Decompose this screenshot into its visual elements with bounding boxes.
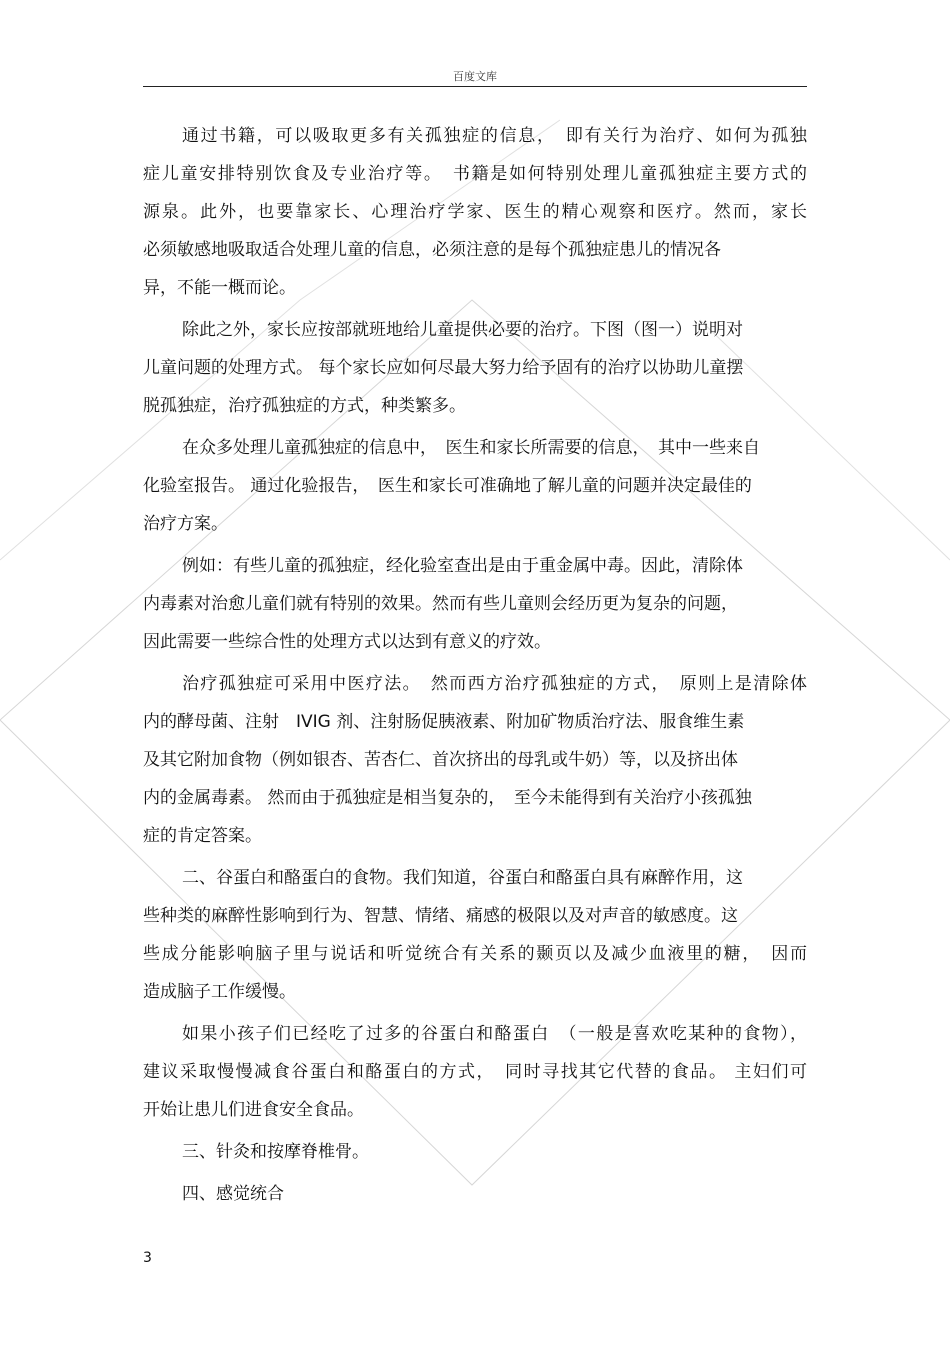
paragraph-diet-advice [143, 1018, 807, 1132]
text-line: 在众多处理儿童孤独症的信息中， 医生和家长所需要的信息， 其中一些来自 [182, 438, 760, 458]
text-line: 脱孤独症，治疗孤独症的方式，种类繁多。 [143, 396, 466, 416]
header-rule [143, 86, 807, 87]
text-line: 治疗孤独症可采用中医疗法。 然而西方治疗孤独症的方式， 原则上是清除体 [182, 674, 807, 694]
text-line: 因此需要一些综合性的处理方式以达到有意义的疗效。 [143, 632, 551, 652]
text-line: 开始让患儿们进食安全食品。 [143, 1100, 364, 1120]
text-line: 异，不能一概而论。 [143, 278, 296, 298]
text-line: 化验室报告。 通过化验报告， 医生和家长可准确地了解儿童的问题并决定最佳的 [143, 476, 752, 496]
text-line: 内的酵母菌、注射 IVIG 剂、注射肠促胰液素、附加矿物质治疗法、服食维生素 [143, 712, 745, 732]
text-line: 通过书籍，可以吸取更多有关孤独症的信息， 即有关行为治疗、如何为孤独 [182, 126, 807, 146]
paragraph-lab-reports [143, 432, 807, 546]
text-line: 及其它附加食物（例如银杏、苦杏仁、首次挤出的母乳或牛奶）等，以及挤出体 [143, 750, 738, 770]
text-line: 三、针灸和按摩脊椎骨。 [182, 1142, 369, 1162]
text-line: 症儿童安排特别饮食及专业治疗等。 书籍是如何特别处理儿童孤独症主要方式的 [143, 164, 807, 184]
text-line: 源泉。此外，也要靠家长、心理治疗学家、医生的精心观察和医疗。然而，家长 [143, 202, 807, 222]
text-line: 建议采取慢慢减食谷蛋白和酪蛋白的方式， 同时寻找其它代替的食品。 主妇们可 [143, 1062, 807, 1082]
text-line: 内毒素对治愈儿童们就有特别的效果。然而有些儿童则会经历更为复杂的问题， [143, 594, 738, 614]
text-line: 些种类的麻醉性影响到行为、智慧、情绪、痛感的极限以及对声音的敏感度。这 [143, 906, 738, 926]
text-line: 治疗方案。 [143, 514, 228, 534]
paragraph-books [143, 120, 807, 310]
paragraph-gluten-casein [143, 862, 807, 1014]
paragraph-acupuncture [143, 1136, 807, 1174]
text-line: 除此之外，家长应按部就班地给儿童提供必要的治疗。下图（图一）说明对 [182, 320, 743, 340]
text-line: 造成脑子工作缓慢。 [143, 982, 296, 1002]
text-line: 内的金属毒素。 然而由于孤独症是相当复杂的， 至今未能得到有关治疗小孩孤独 [143, 788, 752, 808]
text-line: 例如：有些儿童的孤独症，经化验室查出是由于重金属中毒。因此，清除体 [182, 556, 743, 576]
paragraph-parent-treatment [143, 314, 807, 428]
page-number: 3 [143, 1250, 152, 1266]
text-line: 如果小孩子们已经吃了过多的谷蛋白和酪蛋白 （一般是喜欢吃某种的食物）， [182, 1024, 807, 1044]
text-line: 儿童问题的处理方式。 每个家长应如何尽最大努力给予固有的治疗以协助儿童摆 [143, 358, 744, 378]
text-line: 必须敏感地吸取适合处理儿童的信息，必须注意的是每个孤独症患儿的情况各 [143, 240, 721, 260]
text-line: 些成分能影响脑子里与说话和听觉统合有关系的颞页以及减少血液里的糖， 因而 [143, 944, 807, 964]
document-body [143, 120, 807, 1220]
text-line: 四、感觉统合 [182, 1184, 284, 1204]
text-line: 二、谷蛋白和酪蛋白的食物。我们知道，谷蛋白和酪蛋白具有麻醉作用，这 [182, 868, 743, 888]
text-line: 症的肯定答案。 [143, 826, 262, 846]
page-header: 百度文库 [453, 70, 497, 83]
paragraph-heavy-metal [143, 550, 807, 664]
paragraph-sensory-integration [143, 1178, 807, 1216]
paragraph-treatment-methods [143, 668, 807, 858]
